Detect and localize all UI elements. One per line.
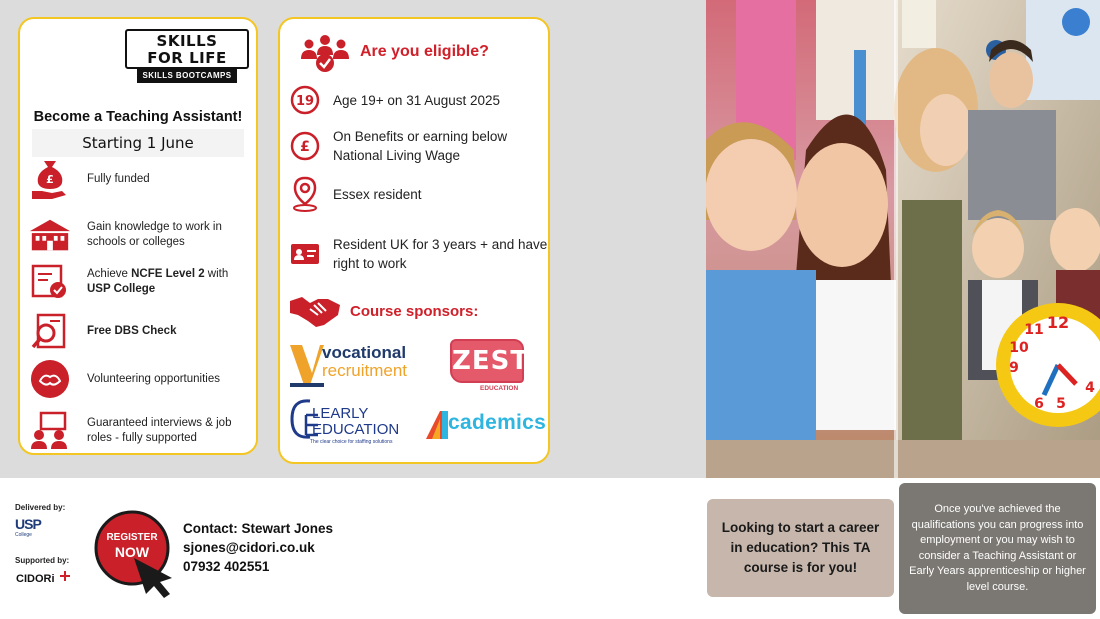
svg-text:11: 11 [1024,322,1044,338]
career-question-callout: Looking to start a career in education? This TA course is for you! [707,499,894,597]
eligibility-item-essex [290,177,548,211]
contact-email[interactable]: sjones@cidori.co.uk [183,540,315,555]
eligibility-text: Resident UK for 3 years + and have right to work [333,237,548,271]
usp-college-text: USP College [87,283,156,295]
skills-for-life-logo [125,29,249,87]
cidori-text: CIDORi [16,573,55,585]
ncfe-mid: with [204,268,229,280]
pound-badge: £ [300,139,310,155]
feature-text: Fully funded [87,172,150,185]
progression-callout: Once you've achieved the qualifications you can progress into employment or you may wish to consider a Teaching Assistant or Early Years apprenticeship or higher level course. [899,483,1096,614]
svg-text:£: £ [46,173,54,186]
school-building-icon [28,215,72,255]
contact-name: Contact: Stewart Jones [183,521,334,536]
ncfe-pre: Achieve [87,268,132,280]
svg-text:9: 9 [1009,360,1019,376]
eligibility-item-benefits [290,127,548,165]
svg-text:12: 12 [1046,313,1070,332]
feature-fully-funded [28,159,247,199]
sponsors-title: Course sponsors: [350,303,479,320]
money-bag-hand-icon [28,159,72,199]
eligibility-item-resident [290,235,548,273]
location-pin-icon [290,177,320,211]
recruitment-text: recruitment [322,361,408,380]
clearly-education-logo [288,395,418,449]
volunteer-hands-icon [28,359,72,399]
svg-text:6: 6 [1034,396,1044,412]
feature-ncfe [28,262,247,302]
clearly-text: LEARLY [312,405,369,422]
usp-text: USP [15,516,41,532]
feature-text: Volunteering opportunities [87,372,220,385]
people-group-icon [298,33,352,78]
certificate-icon [28,262,72,302]
eligibility-text: Essex resident [333,186,422,202]
academics-text: cademics [448,411,547,434]
interview-icon [28,411,72,451]
feature-dbs [28,311,247,351]
vocational-chevron-icon [290,343,324,387]
academics-logo [424,409,548,445]
eligibility-item-age [290,83,548,117]
course-start-date: Starting 1 June [32,129,244,157]
feature-volunteering [28,359,247,399]
usp-sub-text: College [15,532,32,538]
logo-subtitle: SKILLS BOOTCAMPS [137,69,237,83]
clearly-tagline: The clear choice for staffing solutions [310,439,393,445]
feature-interviews [28,411,247,451]
dbs-check-icon [28,311,72,351]
contact-phone[interactable]: 07932 402551 [183,559,270,574]
eligibility-card [278,17,550,464]
feature-text: Gain knowledge to work in schools or colleges [87,221,222,248]
classroom-photo [706,0,1100,478]
svg-text:5: 5 [1056,396,1066,412]
course-info-card [18,17,258,455]
id-card-icon [290,237,320,271]
contact-block [183,519,333,576]
usp-college-logo [15,516,41,538]
supported-by-label: Supported by: [15,556,70,565]
feature-gain-knowledge [28,215,247,255]
vocational-recruitment-logo [290,341,430,391]
pound-icon [290,129,320,163]
feature-text: Guaranteed interviews & job roles - fully supported [87,417,232,444]
age-19-icon [290,83,320,117]
now-text: NOW [114,544,150,560]
register-now-button[interactable] [94,508,180,598]
ncfe-level: NCFE Level 2 [131,268,205,280]
svg-text:10: 10 [1009,340,1029,356]
eligibility-text: Age 19+ on 31 August 2025 [333,92,501,108]
register-text: REGISTER [106,532,158,543]
cidori-cross-icon [60,571,70,581]
eligibility-title: Are you eligible? [360,43,489,60]
svg-text:4: 4 [1085,380,1095,396]
eligibility-text: On Benefits or earning below National Living Wage [333,129,508,163]
cidori-logo [16,573,55,585]
zest-sub-text: EDUCATION [480,385,519,392]
education-text: EDUCATION [312,421,400,438]
logo-line-2: FOR LIFE [147,49,227,67]
logo-line-1: SKILLS [156,32,218,50]
handshake-icon [288,291,342,336]
course-title: Become a Teaching Assistant! [33,109,243,125]
delivered-by-label: Delivered by: [15,503,66,512]
feature-text: Free DBS Check [87,324,177,337]
vocational-text: vocational [322,343,407,362]
zest-text: ZEST [450,339,524,383]
feature-text [87,267,247,297]
age-badge: 19 [295,94,315,109]
zest-education-logo [450,339,530,395]
